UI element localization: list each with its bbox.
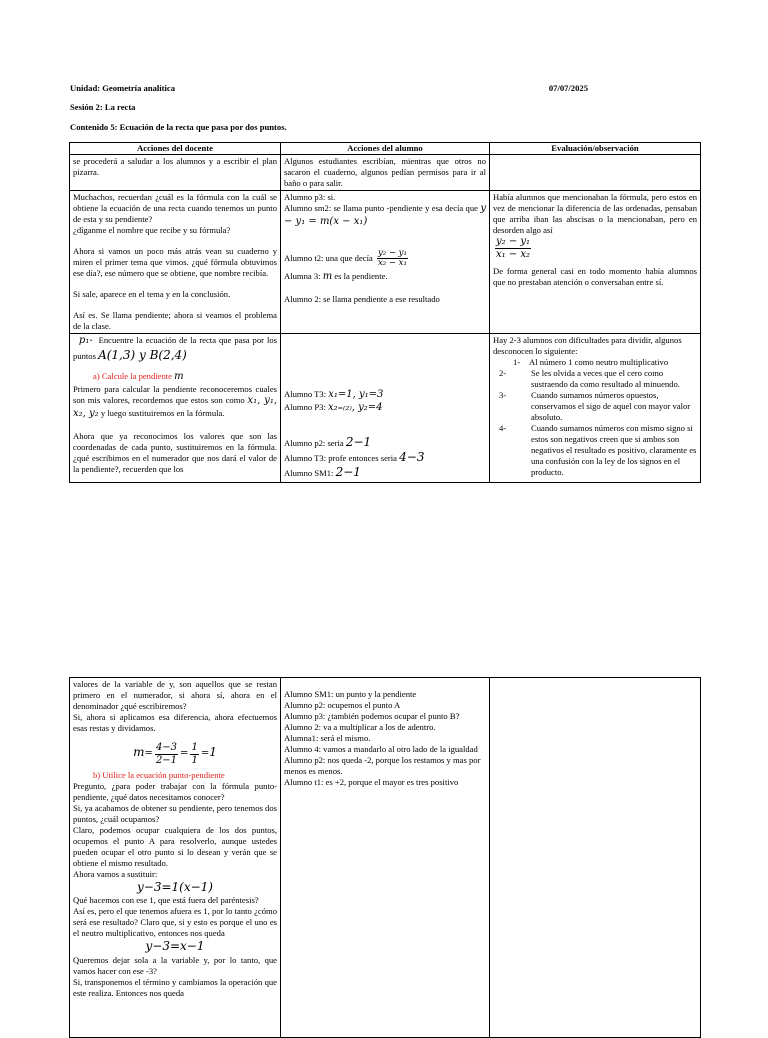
alumno-text: Alumno 2: va a multiplicar a los de adentro. bbox=[284, 722, 436, 732]
equation-2: y−3=x−1 bbox=[145, 939, 205, 954]
evaluacion-cell bbox=[490, 678, 701, 1038]
docente-text: Queremos dejar sola a la variable y, por lo tanto, que vamos hacer con ese -3? bbox=[73, 954, 277, 976]
evaluacion-text: De forma general casi en todo momento había alumnos que no prestaban atención o conversaban entre sí. bbox=[493, 266, 697, 287]
alumno-text: Alumno t2: una que decía $\frac{\text{y₂ − y₁}}{\text{x₂ − x₁}}$ bbox=[284, 247, 407, 269]
alumno-text: Alumno p2: seria 2−1 bbox=[284, 434, 372, 449]
col-header-alumno: Acciones del alumno bbox=[281, 143, 490, 155]
lesson-table-continued bbox=[69, 677, 701, 1038]
docente-cell bbox=[70, 678, 281, 1038]
docente-text: ¿díganme el nombre que recibe y su fórmula? bbox=[73, 225, 231, 235]
alumno-text: Alumno p3: si. bbox=[284, 192, 336, 202]
col-header-evaluacion: Evaluación/observación bbox=[490, 143, 701, 155]
alumno-text: Alumno p3: ¿también podemos ocupar el punto B? bbox=[284, 711, 460, 721]
docente-cell: se procederá a saludar a los alumnos y a escribir el plan pizarra. bbox=[70, 155, 281, 191]
slope-calculation: m= $\frac{4-3}{2-1}$ = $\frac{1}{1}$ =1 bbox=[133, 742, 217, 766]
slope-formula: $\frac{\text{y₂ − y₁}}{\text{x₂ − x₁}}$ bbox=[377, 247, 407, 269]
list-item: 3- Cuando sumamos números opuestos, conservamos el sigo de aquel con mayor valor absoluto. bbox=[499, 390, 691, 422]
docente-text: Primero para calcular la pendiente reconoceremos cuales son mis valores, recordemos que estos son como x₁, y₁, x₂, y₂ y luego sustituiremos en la fórmula. bbox=[73, 383, 278, 419]
docente-text: Si sale, aparece en el tema y en la conclusión. bbox=[73, 289, 231, 299]
alumno-text: Alumno SM1: un punto y la pendiente bbox=[284, 689, 417, 699]
problem-statement: p₁- Encuentre la ecuación de la recta que pasa por los puntos A(1,3) y B(2,4) bbox=[73, 335, 278, 362]
docente-text: Ahora que ya reconocimos los valores que son las coordenadas de cada punto, sustituiremos en la fórmula. ¿qué escribimos en el numerador que nos dará el valor de la pendiente?, recuerden que los bbox=[73, 430, 277, 474]
table-header-row bbox=[70, 143, 701, 155]
step-b-heading: b) Utilice la ecuación punto-pendiente bbox=[93, 770, 225, 780]
docente-text: Qué hacemos con ese 1, que está fuera del paréntesis? bbox=[73, 895, 259, 906]
table-row bbox=[70, 334, 701, 483]
alumno-text: Alumno t1: es +2, porque el mayor es tres positivo bbox=[284, 777, 459, 787]
alumno-cell bbox=[281, 334, 490, 483]
alumno-text: Alumno p2: nos queda -2, porque los restamos y mas por menos es menos. bbox=[284, 755, 481, 776]
alumno-text: Alumno P3: x₂₌₍₂₎, y₂=4 bbox=[284, 401, 383, 413]
alumno-cell: Algunos estudiantes escribían, mientras que otros no sacaron el cuaderno, algunos pedían permisos para ir al baño o para salir. bbox=[281, 155, 490, 191]
list-item: 4- Cuando sumamos números con mismo signo si estos son negativos creen que si ambos son negativos el resultado es positivo, claramente es una confusión con la ley de los signos en el producto. bbox=[499, 423, 697, 477]
table-row bbox=[70, 191, 701, 334]
alumno-text: Alumno sm2: se llama punto -pendiente y esa decía que y − y₁ = m(x − x₁) bbox=[284, 203, 486, 227]
session-title: Sesión 2: La recta bbox=[70, 102, 136, 112]
docente-text: Si, transponemos el término y cambiamos la operación que este realiza. Entonces nos queda bbox=[73, 976, 277, 998]
unit-title: Unidad: Geometría analítica bbox=[70, 83, 176, 93]
docente-text: Pregunto, ¿para poder trabajar con la fórmula punto-pendiente, ¿qué datos necesitamos conocer? bbox=[73, 781, 277, 802]
evaluacion-text: Había alumnos que mencionaban la fórmula, pero estos en vez de mencionar la diferencia de las ordenadas, pensaban que arriba iban las abscisas o la mencionaban, pero en desorden algo así bbox=[493, 192, 697, 235]
alumno-text: Alumno 2: se llama pendiente a ese resultado bbox=[284, 293, 440, 304]
evaluacion-text: Hay 2-3 alumnos con dificultades para dividir, algunos desconocen lo siguiente: bbox=[493, 335, 682, 356]
docente-text: Así es. Se llama pendiente; ahora si veamos el problema de la clase. bbox=[73, 310, 277, 331]
table-row bbox=[70, 155, 701, 191]
docente-text: Ahora vamos a sustituir: bbox=[73, 869, 158, 879]
lesson-table bbox=[69, 142, 701, 483]
docente-text: Claro, podemos ocupar cualquiera de los dos puntos, ocupemos el punto A para resolverlo, aunque ustedes pueden ocupar el otro punto si lo desean y verán que se obtiene el mismo resultado. bbox=[73, 825, 277, 868]
content-title: Contenido 5: Ecuación de la recta que pasa por dos puntos. bbox=[70, 122, 287, 132]
docente-text: Ahora si vamos un poco más atrás vean su cuaderno y miren el primer tema que vimos. ¿qué fórmula obtuvimos ese día?, ese número que se obtiene, que nombre recibía. bbox=[73, 246, 277, 278]
alumno-text: Alumna1: será el mismo. bbox=[284, 733, 371, 743]
docente-cell bbox=[70, 334, 281, 483]
docente-text: Así es, pero el que tenemos afuera es 1, por lo tanto ¿cómo será ese resultado? Claro que, si y esto es porque el uno es el neutro multiplicativo, entonces nos queda bbox=[73, 906, 277, 939]
col-header-docente: Acciones del docente bbox=[70, 143, 281, 155]
alumno-cell bbox=[281, 678, 490, 1038]
docente-cell bbox=[70, 191, 281, 334]
alumno-text: Alumno T3: profe entonces seria 4−3 bbox=[284, 449, 425, 464]
table-row bbox=[70, 678, 701, 1038]
docente-text: Muchachos, recuerdan ¿cuál es la fórmula con la cuál se obtiene la ecuación de una recta cuando tenemos un punto de esta y su pendiente? bbox=[73, 192, 277, 224]
document-date: 07/07/2025 bbox=[548, 83, 588, 93]
evaluacion-cell bbox=[490, 155, 701, 191]
step-a-heading: a) Calcule la pendiente m bbox=[93, 371, 184, 383]
alumno-text: Alumna 3: m es la pendiente. bbox=[284, 271, 388, 283]
alumno-text: Alumno 4: vamos a mandarlo al otro lado de la igualdad bbox=[284, 744, 478, 754]
evaluacion-cell bbox=[490, 191, 701, 334]
alumno-text: Alumno SM1: 2−1 bbox=[284, 465, 361, 480]
alumno-cell bbox=[281, 191, 490, 334]
docente-text: valores de la variable de y, son aquellos que se restan primero en el numerador, si ahora sí, ahora en el denominador ¿qué escribiremos? bbox=[73, 679, 277, 711]
alumno-text: Alumno T3: x₁=1, y₁=3 bbox=[284, 389, 384, 400]
docente-text: Si, ahora si aplicamos esa diferencia, ahora efectuemos esas restas y dividamos. bbox=[73, 712, 277, 733]
docente-text: Si, ya acabamos de obtener su pendiente, pero tenemos dos puntos, ¿cuál ocupamos? bbox=[73, 803, 277, 824]
evaluacion-cell bbox=[490, 334, 701, 483]
equation-1: y−3=1(x−1) bbox=[137, 880, 213, 894]
point-slope-formula: y − y₁ = m(x − x₁) bbox=[284, 203, 486, 227]
alumno-text: Alumno p2: ocupemos el punto A bbox=[284, 700, 401, 710]
wrong-slope-formula: $\frac{\text{y₂ − y₁}}{\text{x₁ − x₂}}$ bbox=[496, 236, 531, 260]
list-item: 2- Se les olvida a veces que el cero como sustraendo da como resultado al minuendo. bbox=[499, 368, 680, 389]
difficulties-list bbox=[493, 357, 697, 478]
list-item: 1- Al número 1 como neutro multiplicativo bbox=[513, 357, 669, 367]
